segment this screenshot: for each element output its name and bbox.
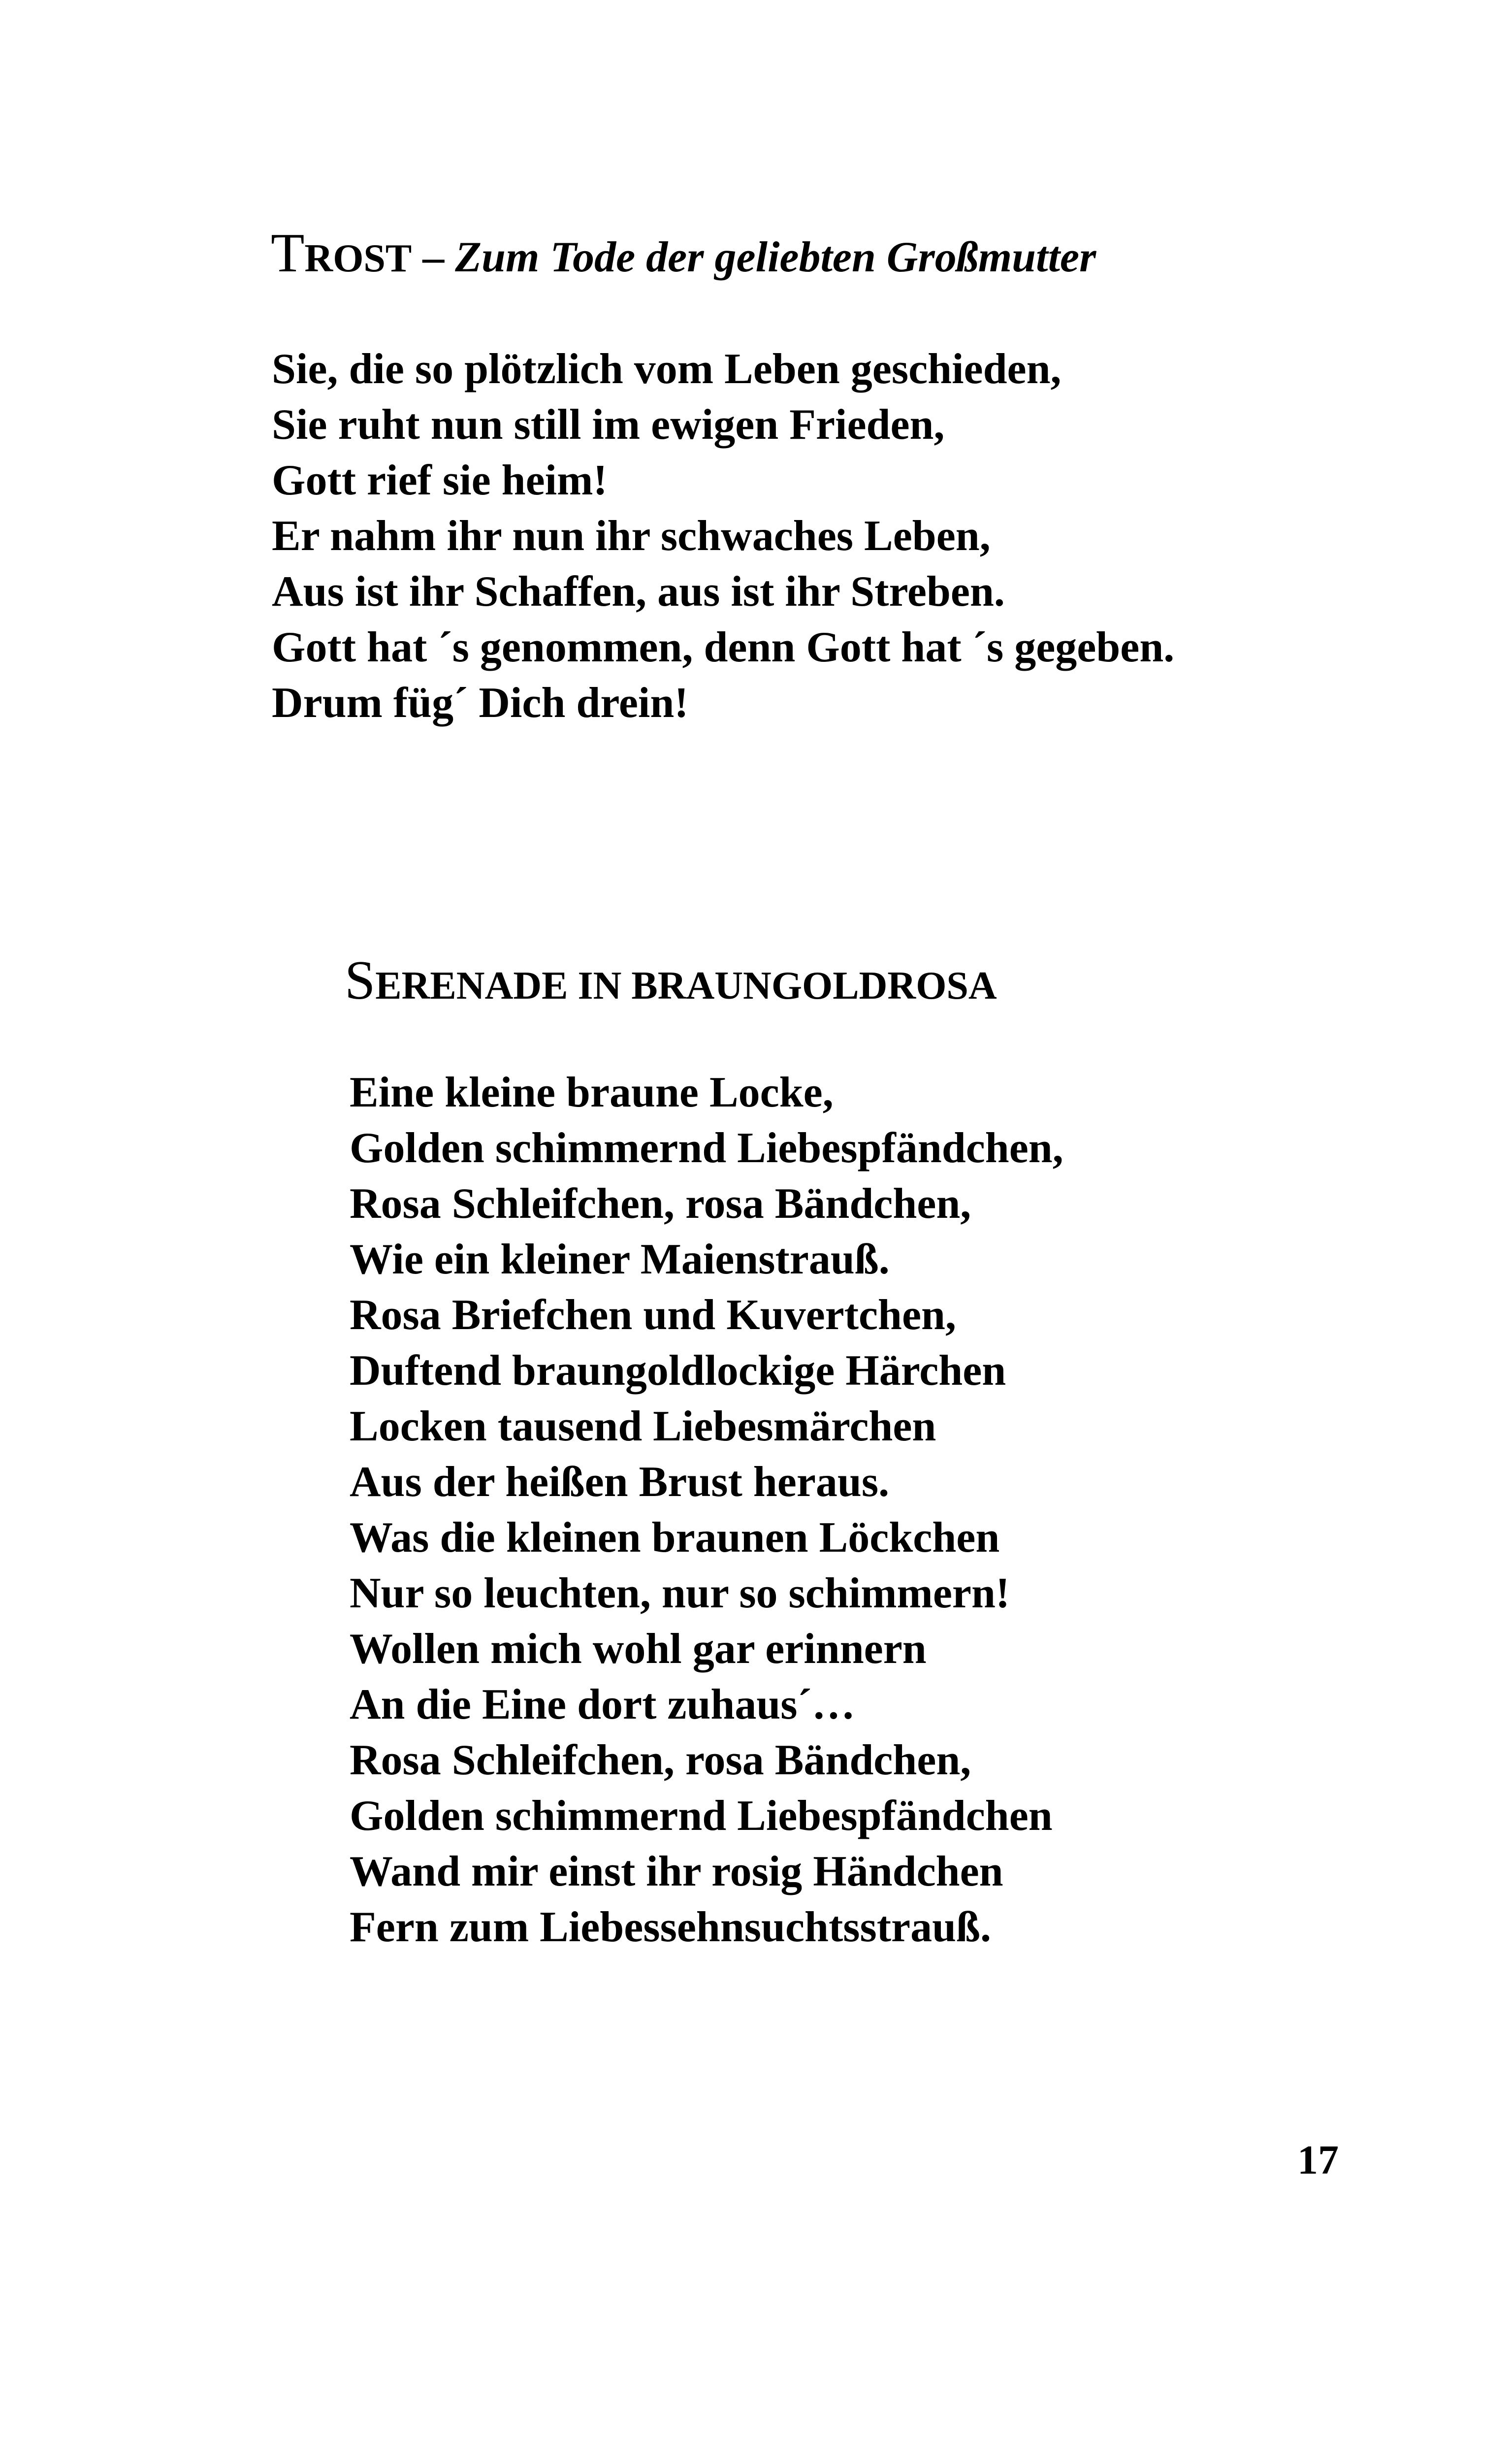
poem-title-trost (271, 223, 1096, 284)
verse-line: An die Eine dort zuhaus´… (350, 1681, 855, 1728)
title-rest: ERENADE IN BRAUNGOLDROSA (375, 964, 997, 1008)
verse-line: Rosa Schleifchen, rosa Bändchen, (350, 1180, 971, 1228)
verse-line: Aus der heißen Brust heraus. (350, 1458, 890, 1506)
verse-line: Locken tausend Liebesmärchen (350, 1402, 936, 1450)
verse-line: Nur so leuchten, nur so schimmern! (350, 1569, 1010, 1617)
verse-line: Rosa Briefchen und Kuvertchen, (350, 1291, 956, 1339)
title-initial: S (345, 950, 376, 1011)
verse-line: Drum füg´ Dich drein! (272, 679, 689, 727)
title-initial: T (271, 223, 305, 284)
poem-title-serenade (345, 950, 997, 1011)
poem-body-trost (272, 341, 1174, 731)
verse-line: Golden schimmernd Liebespfändchen, (350, 1124, 1063, 1172)
verse-line: Aus ist ihr Schaffen, aus ist ihr Streben. (272, 568, 1005, 616)
verse-line: Was die kleinen braunen Löckchen (350, 1514, 1000, 1562)
poem-subtitle: Zum Tode der geliebten Großmutter (455, 233, 1096, 281)
verse-line: Golden schimmernd Liebespfändchen (350, 1792, 1053, 1840)
verse-line: Wollen mich wohl gar erinnern (350, 1625, 927, 1673)
verse-line: Fern zum Liebessehnsuchtsstrauß. (350, 1903, 991, 1951)
verse-line: Wie ein kleiner Maienstrauß. (350, 1236, 890, 1283)
title-dash: – (412, 233, 455, 281)
verse-line: Gott rief sie heim! (272, 456, 608, 504)
verse-line: Wand mir einst ihr rosig Händchen (350, 1848, 1003, 1895)
poem-body-serenade (350, 1065, 1063, 1955)
verse-line: Gott hat ´s genommen, denn Gott hat ´s gegeben. (272, 623, 1175, 671)
page-number: 17 (1297, 2137, 1339, 2183)
verse-line: Er nahm ihr nun ihr schwaches Leben, (272, 512, 991, 560)
verse-line: Duftend braungoldlockige Härchen (350, 1347, 1006, 1395)
verse-line: Sie ruht nun still im ewigen Frieden, (272, 401, 945, 449)
verse-line: Eine kleine braune Locke, (350, 1069, 834, 1116)
title-rest: ROST (304, 237, 412, 280)
verse-line: Sie, die so plötzlich vom Leben geschieden, (272, 345, 1062, 393)
verse-line: Rosa Schleifchen, rosa Bändchen, (350, 1736, 971, 1784)
